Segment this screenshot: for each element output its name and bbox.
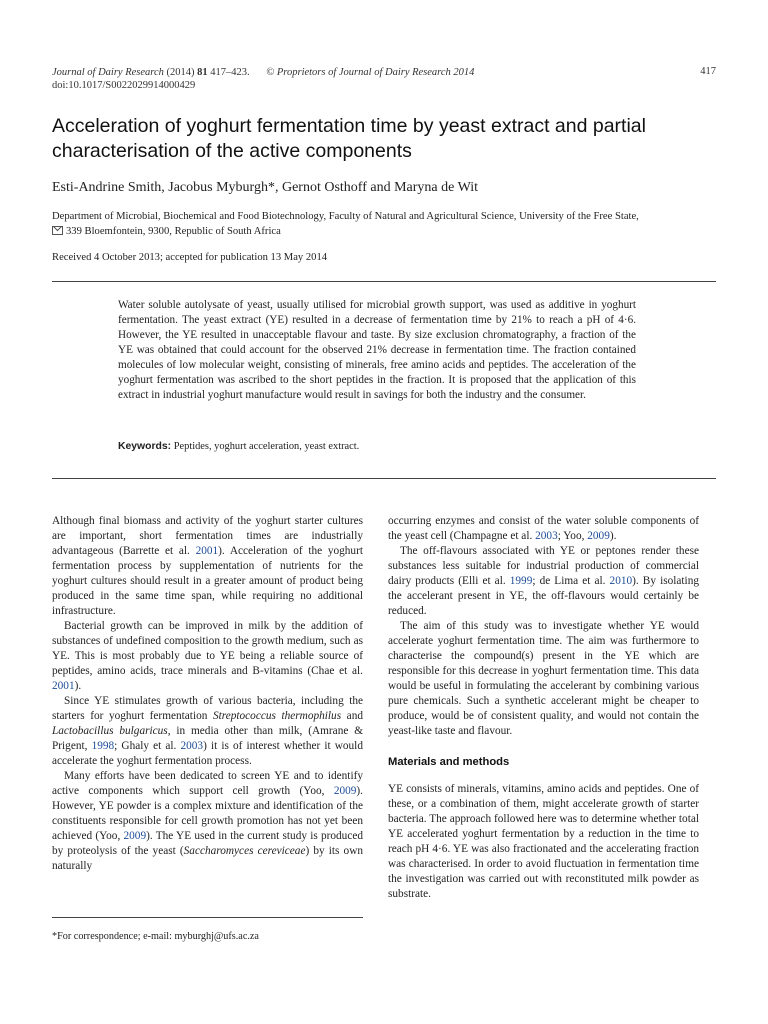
paragraph: Many efforts have been dedicated to screen YE and to identify active components which support cell growth (Yoo, 2009). However, YE powder is a complex mixture and identification of the constituents responsible for cell growth promotion has not yet been achieved (Yoo, 2009). The YE used in the current study is produced by proteolysis of the yeast (Saccharomyces cereviceae) by its own naturally [52,770,363,872]
citation-link[interactable]: 1999 [509,575,533,587]
divider [52,478,716,479]
citation-link[interactable]: 2009 [123,830,147,842]
citation-link[interactable]: 2010 [609,575,633,587]
citation-link[interactable]: 1998 [91,740,115,752]
article-title: Acceleration of yoghurt fermentation time by yeast extract and partial characterisation of the active components [52,115,646,162]
affiliation-line-2: 339 Bloemfontein, 9300, Republic of South Africa [66,226,281,237]
page-number: 417 [700,66,716,77]
copyright-notice: © Proprietors of Journal of Dairy Research 2014 [266,67,475,78]
abstract: Water soluble autolysate of yeast, usually utilised for microbial growth support, was used as additive in yoghurt fermentation. The yeast extract (YE) resulted in a decrease of fermentation time by 21% to reach a pH of 4·6. However, the YE resulted in unacceptable flavour and taste. By size exclusion chromatography, a fraction of the YE was obtained that could account for the observed 21% decrease in fermentation time. The fraction contained molecules of low molecular weight, consisting of minerals, free amino acids and peptides. The acceleration of the yoghurt fermentation was ascribed to the short peptides in the fraction. It is proposed that the application of this extract in industrial yoghurt manufacture would result in savings for both the industry and the consumer. [118,299,636,401]
journal-volume: 81 [197,67,208,78]
divider [52,281,716,282]
citation-link[interactable]: 2009 [587,530,610,542]
citation-link[interactable]: 2009 [333,785,357,797]
author-list: Esti-Andrine Smith, Jacobus Myburgh*, Gernot Osthoff and Maryna de Wit [52,180,478,195]
paragraph: occurring enzymes and consist of the water soluble components of the yeast cell (Champagne et al. 2003; Yoo, 2009). [388,515,699,542]
paragraph: The off-flavours associated with YE or peptones render these substances less suitable for industrial production of commercial dairy products (Elli et al. 1999; de Lima et al. 2010). By isolating the accelerant present in YE, the off-flavours would certainly be reduced. [388,545,699,617]
citation-link[interactable]: 2001 [195,545,219,557]
paragraph: Although final biomass and activity of the yoghurt starter cultures are important, short fermentation times are industrially advantageous (Barrette et al. 2001). Acceleration of the yoghurt fermentation process by supplementation of nutrients for the yoghurt cultures should result in a greater amount of product being produced in the same time span, while requiring no additional infrastructure. [52,515,363,617]
species-name: Saccharomyces cereviceae [183,845,306,857]
paragraph: Bacterial growth can be improved in milk by the addition of substances of undefined composition to the growth medium, such as YE. This is most probably due to YE being a reliable source of peptides, amino acids, trace minerals and B-vitamins (Chae et al. 2001). [52,620,363,692]
journal-pages: 417–423. [210,67,250,78]
doi-link[interactable]: doi:10.1017/S0022029914000429 [52,80,196,91]
section-heading: Materials and methods [388,756,510,768]
keywords-list: Peptides, yoghurt acceleration, yeast extract. [173,441,360,452]
mail-icon [52,226,63,235]
journal-year: (2014) [166,67,195,78]
citation-link[interactable]: 2003 [180,740,204,752]
keywords [118,441,678,452]
journal-header [52,66,474,92]
citation-link[interactable]: 2003 [535,530,558,542]
affiliation-line-1: Department of Microbial, Biochemical and Food Biotechnology, Faculty of Natural and Agricultural Science, University of the Free State, [52,211,639,222]
species-name: Streptococcus thermophilus [212,710,342,722]
paragraph: YE consists of minerals, vitamins, amino acids and peptides. One of these, or a combination of them, might accelerate growth of starter bacteria. The approach followed here was to determine whether total YE accelerated yoghurt fermentation by a reduction in the time to reach pH 4·6. YE was also fractionated and the accelerating fraction was characterised. In order to avoid fluctuation in fermentation time the investigation was carried out with reconstituted milk powder as substrate. [388,783,699,900]
citation-link[interactable]: 2001 [52,680,75,692]
footnote-divider [52,917,363,918]
body-column-right [388,514,699,902]
affiliation [52,209,712,239]
received-dates: Received 4 October 2013; accepted for publication 13 May 2014 [52,252,328,263]
journal-name: Journal of Dairy Research [52,67,164,78]
paragraph: The aim of this study was to investigate whether YE would accelerate yoghurt fermentation time. The aim was furthermore to characterise the compound(s) present in the YE which are responsible for this decrease in yoghurt fermentation time. This data would be useful in formulating the accelerant by combining various pure chemicals. Such a synthetic accelerant might be cheaper to produce, would be of consistent quality, and would not contain the yeast-like taste and flavour. [388,620,699,737]
paragraph: Since YE stimulates growth of various bacteria, including the starters for yoghurt fermentation Streptococcus thermophilus and Lactobacillus bulgaricus, in media other than milk, (Amrane & Prigent, 1998; Ghaly et al. 2003) it is of interest whether it would accelerate the yoghurt fermentation process. [52,695,363,767]
species-name: Lactobacillus bulgaricus [52,725,168,737]
correspondence-footnote: *For correspondence; e-mail: myburghj@ufs.ac.za [52,931,259,942]
body-column-left [52,514,363,874]
keywords-label: Keywords: [118,441,172,452]
